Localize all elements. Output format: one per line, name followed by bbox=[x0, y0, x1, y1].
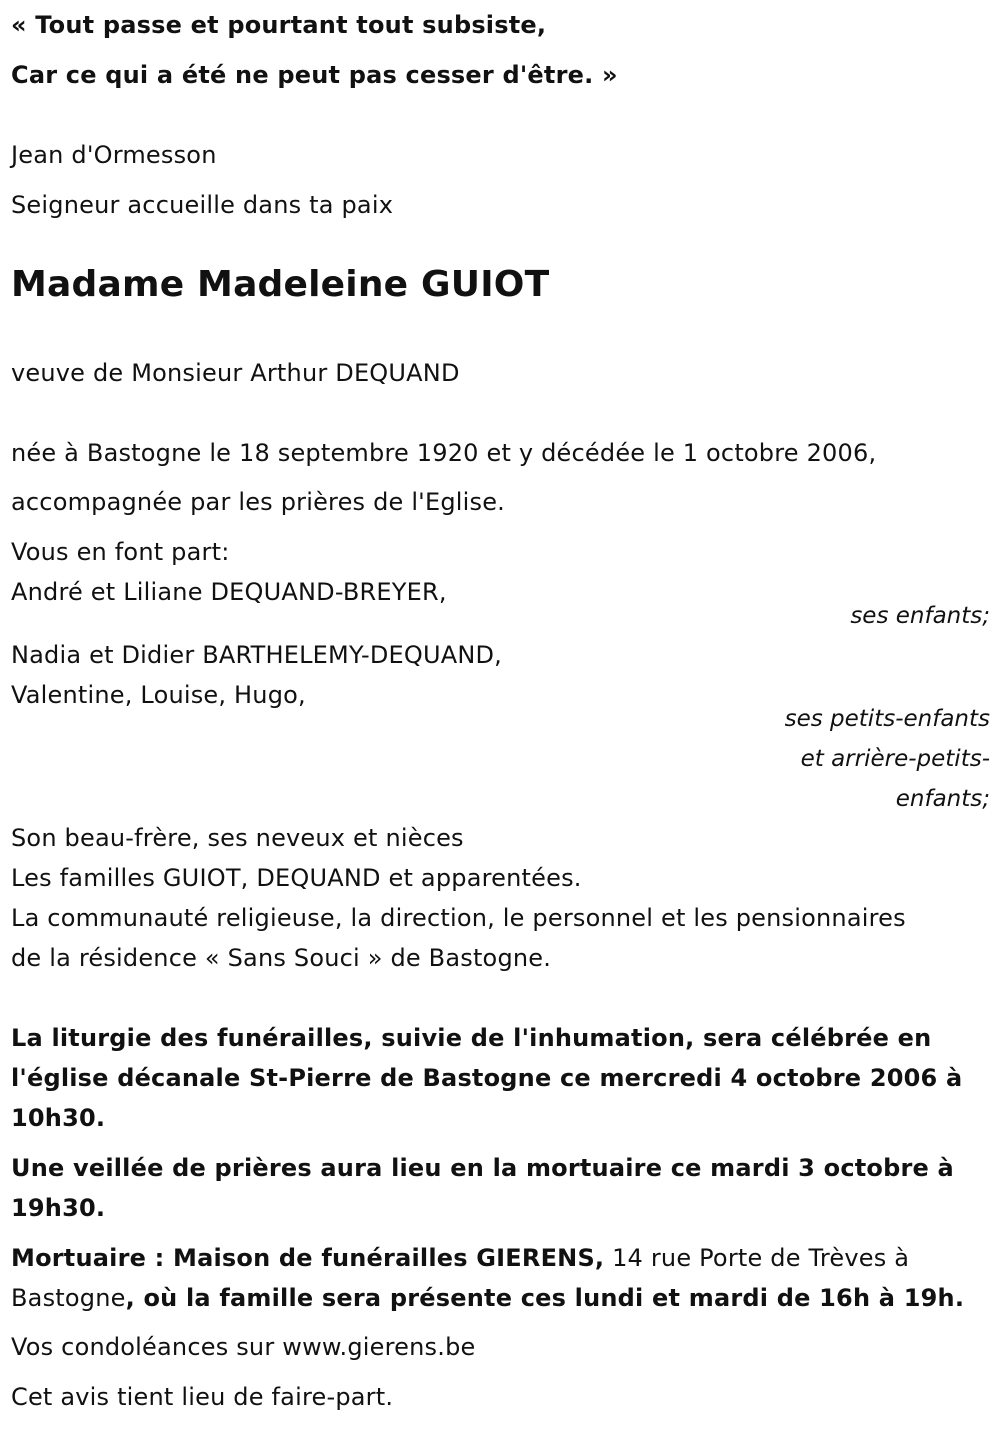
birth-death: née à Bastogne le 18 septembre 1920 et y décédée le 1 octobre 2006, bbox=[11, 439, 877, 467]
others-line-2: Les familles GUIOT, DEQUAND et apparentées. bbox=[11, 864, 582, 892]
quote-line-2: Car ce qui a été ne peut pas cesser d'être. » bbox=[11, 61, 618, 89]
deceased-name: Madame Madeleine GUIOT bbox=[11, 264, 550, 305]
quote-author: Jean d'Ormesson bbox=[11, 141, 217, 169]
grandchildren-label-2: et arrière-petits- bbox=[800, 746, 990, 772]
mortuary-city: Bastogne bbox=[11, 1284, 126, 1312]
mortuary-presence: , où la famille sera présente ces lundi et mardi de 16h à 19h. bbox=[125, 1284, 965, 1312]
vigil-line-2: 19h30. bbox=[11, 1194, 106, 1222]
others-line-3: La communauté religieuse, la direction, le personnel et les pensionnaires bbox=[11, 904, 906, 932]
grandchildren-label-1: ses petits-enfants bbox=[784, 706, 990, 732]
children-label: ses enfants; bbox=[850, 603, 990, 629]
vigil-line-1: Une veillée de prières aura lieu en la mortuaire ce mardi 3 octobre à bbox=[11, 1154, 954, 1182]
liturgy-line-3: 10h30. bbox=[11, 1104, 106, 1132]
announcers-intro: Vous en font part: bbox=[11, 538, 230, 566]
children-line: André et Liliane DEQUAND-BREYER, bbox=[11, 578, 447, 606]
grandchildren-line-1: Nadia et Didier BARTHELEMY-DEQUAND, bbox=[11, 641, 502, 669]
grandchildren-line-2: Valentine, Louise, Hugo, bbox=[11, 681, 306, 709]
liturgy-line-2: l'église décanale St-Pierre de Bastogne ce mercredi 4 octobre 2006 à bbox=[11, 1064, 963, 1092]
quote-line-1: « Tout passe et pourtant tout subsiste, bbox=[11, 11, 547, 39]
mortuary-address: 14 rue Porte de Trèves à bbox=[604, 1244, 910, 1272]
accompanied: accompagnée par les prières de l'Eglise. bbox=[11, 488, 506, 516]
liturgy-line-1: La liturgie des funérailles, suivie de l'inhumation, sera célébrée en bbox=[11, 1024, 932, 1052]
widow-of: veuve de Monsieur Arthur DEQUAND bbox=[11, 359, 460, 387]
mortuary-line-2 bbox=[11, 1284, 964, 1312]
prayer: Seigneur accueille dans ta paix bbox=[11, 191, 394, 219]
others-line-1: Son beau-frère, ses neveux et nièces bbox=[11, 824, 464, 852]
condolences: Vos condoléances sur www.gierens.be bbox=[11, 1333, 476, 1361]
grandchildren-label-3: enfants; bbox=[895, 786, 990, 812]
others-line-4: de la résidence « Sans Souci » de Bastogne. bbox=[11, 944, 552, 972]
notice: Cet avis tient lieu de faire-part. bbox=[11, 1383, 394, 1411]
mortuary-name: Mortuaire : Maison de funérailles GIERENS, bbox=[11, 1244, 605, 1272]
mortuary-line-1 bbox=[11, 1244, 909, 1272]
